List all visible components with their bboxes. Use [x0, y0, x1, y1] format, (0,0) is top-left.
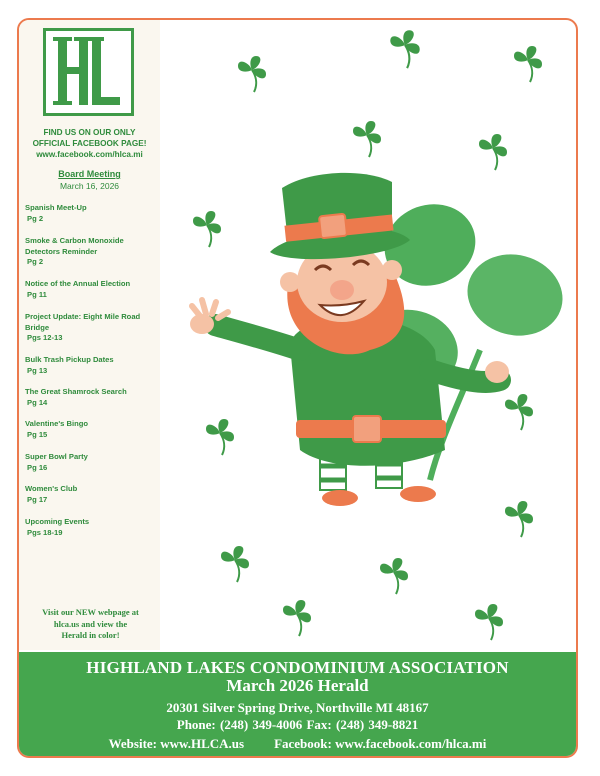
toc-page: Pg 11 — [27, 289, 47, 299]
webpage-note-line2: hlca.us and view the — [53, 618, 128, 629]
toc-item[interactable] — [25, 387, 157, 408]
leprechaun-figure — [190, 173, 572, 506]
shamrock-icon — [380, 558, 408, 594]
toc-item[interactable] — [25, 419, 157, 440]
issue-title: March 2026 Herald — [226, 676, 369, 695]
shamrock-icon — [514, 46, 542, 82]
toc-title: Notice of the Annual Election — [25, 279, 131, 288]
newsletter-frame — [17, 18, 578, 758]
webpage-note-line3: Herald in color! — [61, 630, 120, 640]
webpage-note — [23, 607, 158, 642]
toc-item[interactable] — [25, 312, 157, 344]
toc-page: Pg 2 — [27, 257, 44, 266]
sidebar — [19, 20, 160, 650]
facebook-notice — [21, 127, 158, 160]
toc-page: Pgs 18-19 — [27, 527, 63, 537]
toc-item[interactable] — [25, 203, 157, 224]
shamrock-icon — [505, 394, 533, 430]
webpage-note-line1: Visit our NEW webpage at — [42, 607, 139, 617]
board-meeting-title: Board Meeting — [58, 169, 121, 179]
toc-page: Pg 2 — [27, 213, 44, 223]
toc-title: Upcoming Events — [25, 517, 90, 526]
facebook-notice-line1: FIND US ON OUR ONLY — [43, 128, 136, 137]
phone-fax: Phone: (248) 349-4006 Fax: (248) 349-8821 — [176, 717, 419, 732]
web-links — [19, 736, 576, 752]
website-link[interactable]: Website: www.HLCA.us — [108, 736, 245, 751]
facebook-link[interactable]: Facebook: www.facebook.com/hlca.mi — [274, 736, 487, 751]
toc-title: Super Bowl Party — [25, 452, 88, 461]
toc-item[interactable] — [25, 517, 157, 538]
shamrock-icon — [475, 604, 503, 640]
toc-item[interactable] — [25, 452, 157, 473]
toc-page: Pg 13 — [27, 365, 48, 375]
toc-title: The Great Shamrock Search — [25, 387, 127, 396]
toc-page: Pg 15 — [27, 429, 48, 439]
toc-title: Project Update: Eight Mile Road Bridge — [25, 312, 141, 332]
facebook-notice-line2: OFFICIAL FACEBOOK PAGE! — [32, 139, 147, 148]
shamrock-icon — [221, 546, 249, 582]
toc-item[interactable] — [25, 484, 157, 505]
toc-page: Pg 17 — [27, 494, 48, 504]
shamrock-icon — [390, 30, 419, 68]
mailing-address: 20301 Silver Spring Drive, Northville MI 48167 — [166, 700, 429, 715]
board-meeting-date: March 16, 2026 — [59, 181, 120, 191]
cover-illustration — [160, 20, 576, 650]
toc-title: Valentine's Bingo — [25, 419, 88, 428]
shamrock-icon — [505, 501, 533, 537]
shamrock-icon — [206, 419, 234, 455]
shamrock-icon — [479, 134, 507, 170]
toc-item[interactable] — [25, 355, 157, 376]
facebook-url[interactable]: www.facebook.com/hlca.mi — [36, 150, 143, 159]
toc-title: Bulk Trash Pickup Dates — [25, 355, 114, 364]
toc-page: Pg 14 — [27, 397, 48, 407]
toc-page: Pg 16 — [27, 462, 48, 472]
shamrock-icon — [353, 121, 381, 157]
shamrock-icon — [193, 211, 221, 247]
toc-title: Spanish Meet-Up — [25, 203, 87, 212]
toc-title: Women's Club — [25, 484, 78, 493]
toc-item[interactable] — [25, 236, 157, 268]
shamrock-icon — [238, 56, 266, 92]
hl-logo — [43, 28, 134, 116]
shamrock-icon — [283, 600, 311, 636]
toc-page: Pgs 12-13 — [27, 333, 63, 342]
newsletter-footer — [19, 652, 576, 758]
association-name: HIGHLAND LAKES CONDOMINIUM ASSOCIATION — [86, 658, 509, 677]
toc-item[interactable] — [25, 279, 157, 300]
toc-title: Smoke & Carbon Monoxide Detectors Reminder — [25, 236, 124, 256]
